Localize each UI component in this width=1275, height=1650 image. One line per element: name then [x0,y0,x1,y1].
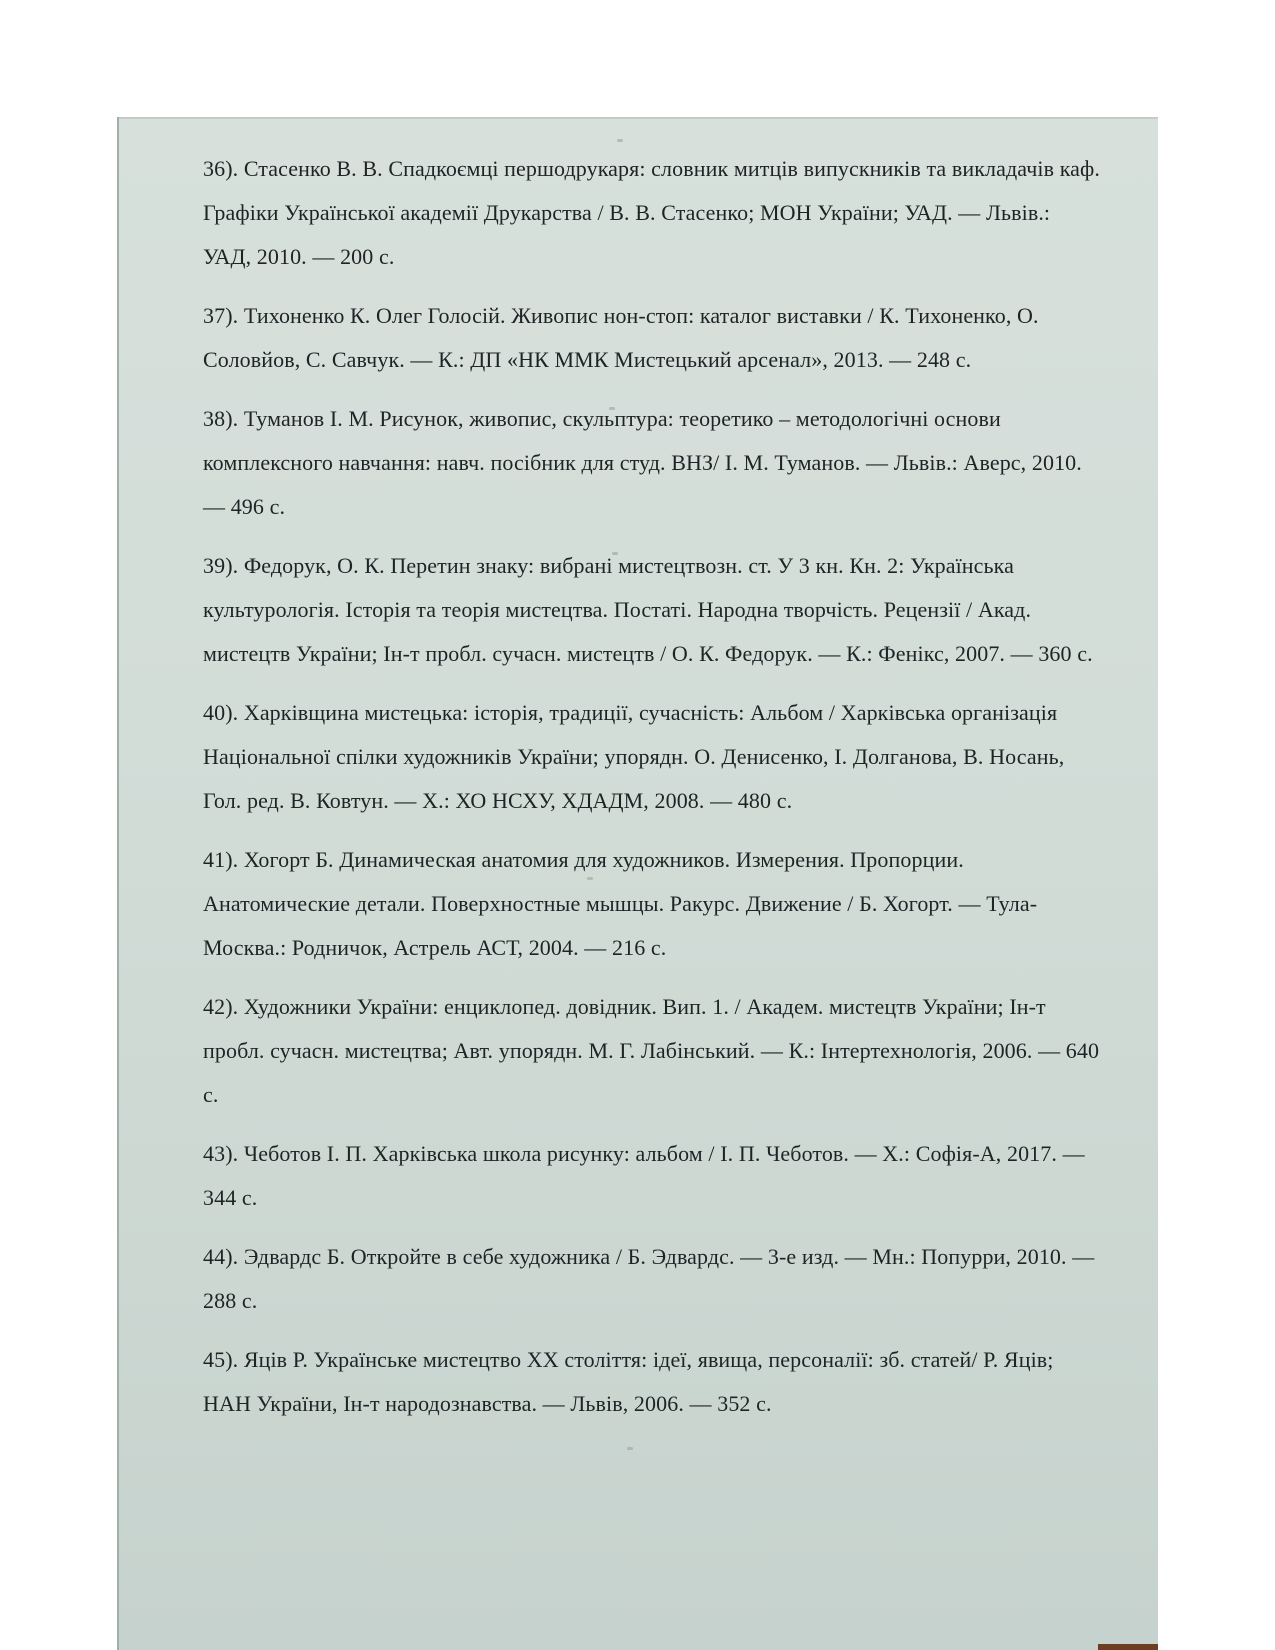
bibliography-entry: 42). Художники України: енциклопед. довідник. Вип. 1. / Академ. мистецтв України; Ін-т пробл. сучасн. мистецтва; Авт. упорядн. М. Г. Лабінський. — К.: Інтертехнологія, 2006. — 640 с. [203,994,1100,1107]
scan-speck [627,1447,633,1450]
bibliography-entry: 36). Стасенко В. В. Спадкоємці першодрукаря: словник митців випускників та викладачів каф. Графіки Української академії Друкарства / В. В. Стасенко; МОН України; УАД. — Львів.: УАД, 2010. — 200 с. [203,156,1101,269]
bibliography-entry: 40). Харківщина мистецька: історія, традиції, сучасність: Альбом / Харківська організація Національної спілки художників України; упорядн. О. Денисенко, І. Долганова, В. Носань, Гол. ред. В. Ковтун. — Х.: ХО НСХУ, ХДАДМ, 2008. — 480 с. [203,700,1065,813]
scan-speck [617,139,623,142]
bibliography-list [203,147,1103,1441]
bibliography-entry: 41). Хогорт Б. Динамическая анатомия для художников. Измерения. Пропорции. Анатомические детали. Поверхностные мышцы. Ракурс. Движение / Б. Хогорт. — Тула-Москва.: Родничок, Астрель АСТ, 2004. — 216 с. [203,847,1038,960]
bibliography-entry: 44). Эдвардс Б. Откройте в себе художника / Б. Эдвардс. — 3-е изд. — Мн.: Попурри, 2010. — 288 с. [203,1244,1095,1313]
bibliography-entry: 43). Чеботов І. П. Харківська школа рисунку: альбом / І. П. Чеботов. — Х.: Софія-А, 2017. — 344 с. [203,1141,1085,1210]
bibliography-entry: 38). Туманов І. М. Рисунок, живопис, скульптура: теоретико – методологічні основи комплексного навчання: навч. посібник для студ. ВНЗ/ І. М. Туманов. — Львів.: Аверс, 2010. — 496 с. [203,406,1082,519]
photographed-page [117,117,1158,1650]
bibliography-entry: 45). Яців Р. Українське мистецтво XX століття: ідеї, явища, персоналії: зб. статей/ Р. Яців; НАН України, Ін-т народознавства. — Львів, 2006. — 352 с. [203,1347,1054,1416]
bibliography-entry: 39). Федорук, О. К. Перетин знаку: вибрані мистецтвозн. ст. У 3 кн. Кн. 2: Українська культурологія. Історія та теорія мистецтва. Постаті. Народна творчість. Рецензії / Акад. мистецтв України; Ін-т пробл. сучасн. мистецтв / О. К. Федорук. — К.: Фенікс, 2007. — 360 с. [203,553,1093,666]
bibliography-entry: 37). Тихоненко К. Олег Голосій. Живопис нон-стоп: каталог виставки / К. Тихоненко, О. Соловйов, С. Савчук. — К.: ДП «НК ММК Мистецький арсенал», 2013. — 248 с. [203,303,1039,372]
